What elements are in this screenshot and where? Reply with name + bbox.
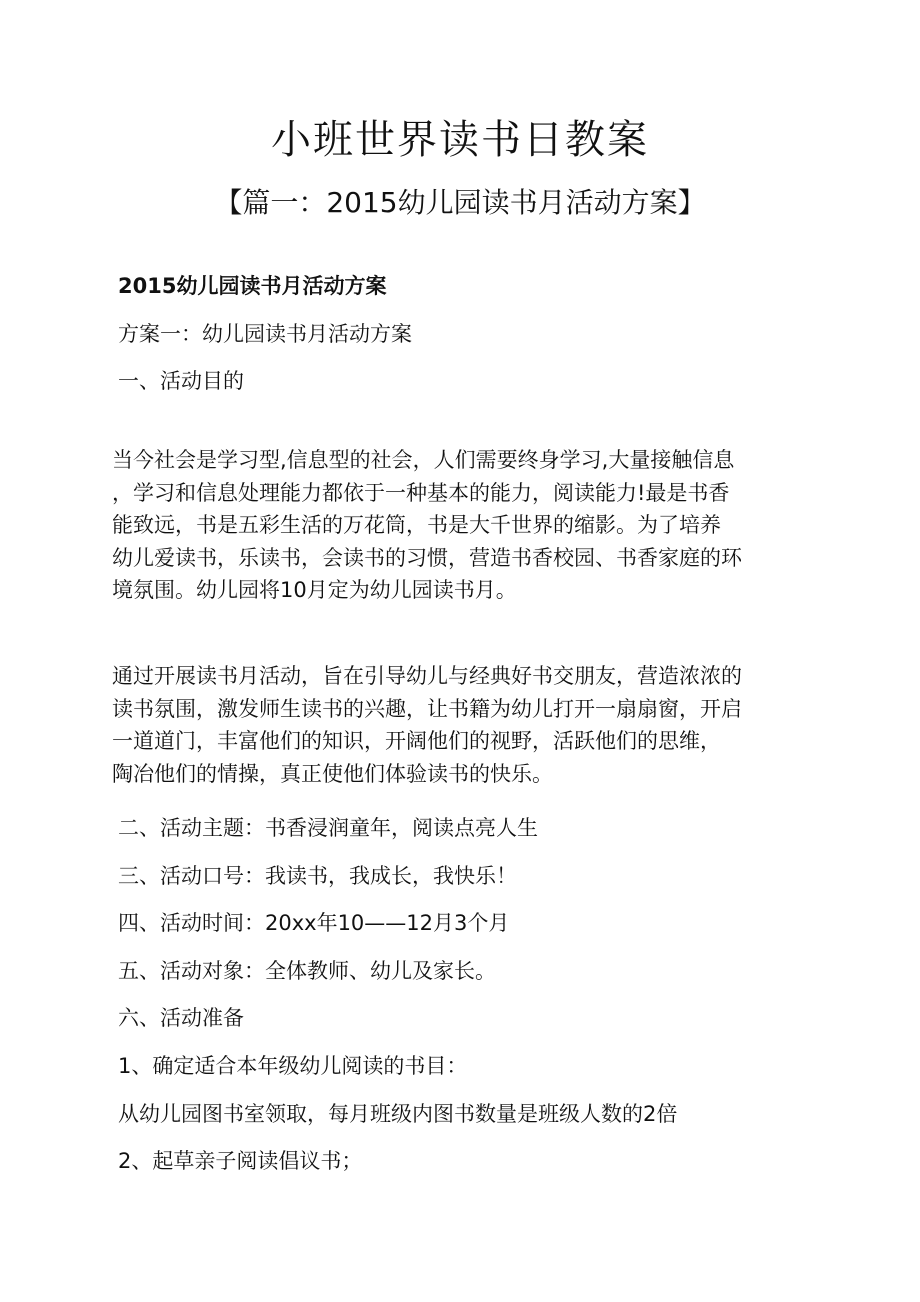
document-title: 小班世界读书日教案 — [271, 117, 649, 163]
prep-item-1-detail: 从幼儿园图书室领取，每月班级内图书数量是班级人数的2倍 — [118, 1102, 678, 1126]
section-time: 四、活动时间：20xx年10——12月3个月 — [118, 911, 510, 935]
paragraph-line: 读书氛围，激发师生读书的兴趣，让书籍为幼儿打开一扇扇窗，开启 — [112, 696, 742, 721]
goal-paragraph — [112, 660, 812, 790]
paragraph-line: 当今社会是学习型,信息型的社会，人们需要终身学习,大量接触信息 — [112, 448, 735, 472]
paragraph-line: 境氛围。幼儿园将10月定为幼儿园读书月。 — [112, 578, 517, 602]
section-preparation: 六、活动准备 — [118, 1006, 244, 1030]
section-slogan: 三、活动口号：我读书，我成长，我快乐！ — [118, 864, 517, 888]
purpose-paragraph — [112, 444, 812, 607]
prep-item-2: 2、起草亲子阅读倡议书； — [118, 1149, 363, 1173]
paragraph-line: 能致远，书是五彩生活的万花筒，书是大千世界的缩影。为了培养 — [112, 513, 721, 537]
plan-heading: 2015幼儿园读书月活动方案 — [118, 274, 387, 298]
paragraph-line: ，学习和信息处理能力都依于一种基本的能力，阅读能力!最是书香 — [112, 480, 730, 505]
section-theme: 二、活动主题：书香浸润童年，阅读点亮人生 — [118, 816, 538, 840]
section-purpose-heading: 一、活动目的 — [118, 369, 244, 393]
document-subtitle: 【篇一：2015幼儿园读书月活动方案】 — [214, 186, 706, 219]
prep-item-1: 1、确定适合本年级幼儿阅读的书目： — [118, 1054, 468, 1078]
paragraph-line: 幼儿爱读书，乐读书，会读书的习惯，营造书香校园、书香家庭的环 — [112, 545, 742, 570]
plan-one-heading: 方案一：幼儿园读书月活动方案 — [118, 322, 412, 346]
paragraph-line: 通过开展读书月活动，旨在引导幼儿与经典好书交朋友，营造浓浓的 — [112, 664, 742, 688]
section-audience: 五、活动对象：全体教师、幼儿及家长。 — [118, 959, 496, 983]
paragraph-line: 一道道门，丰富他们的知识，开阔他们的视野，活跃他们的思维， — [112, 729, 721, 753]
paragraph-line: 陶冶他们的情操，真正使他们体验读书的快乐。 — [112, 761, 553, 786]
